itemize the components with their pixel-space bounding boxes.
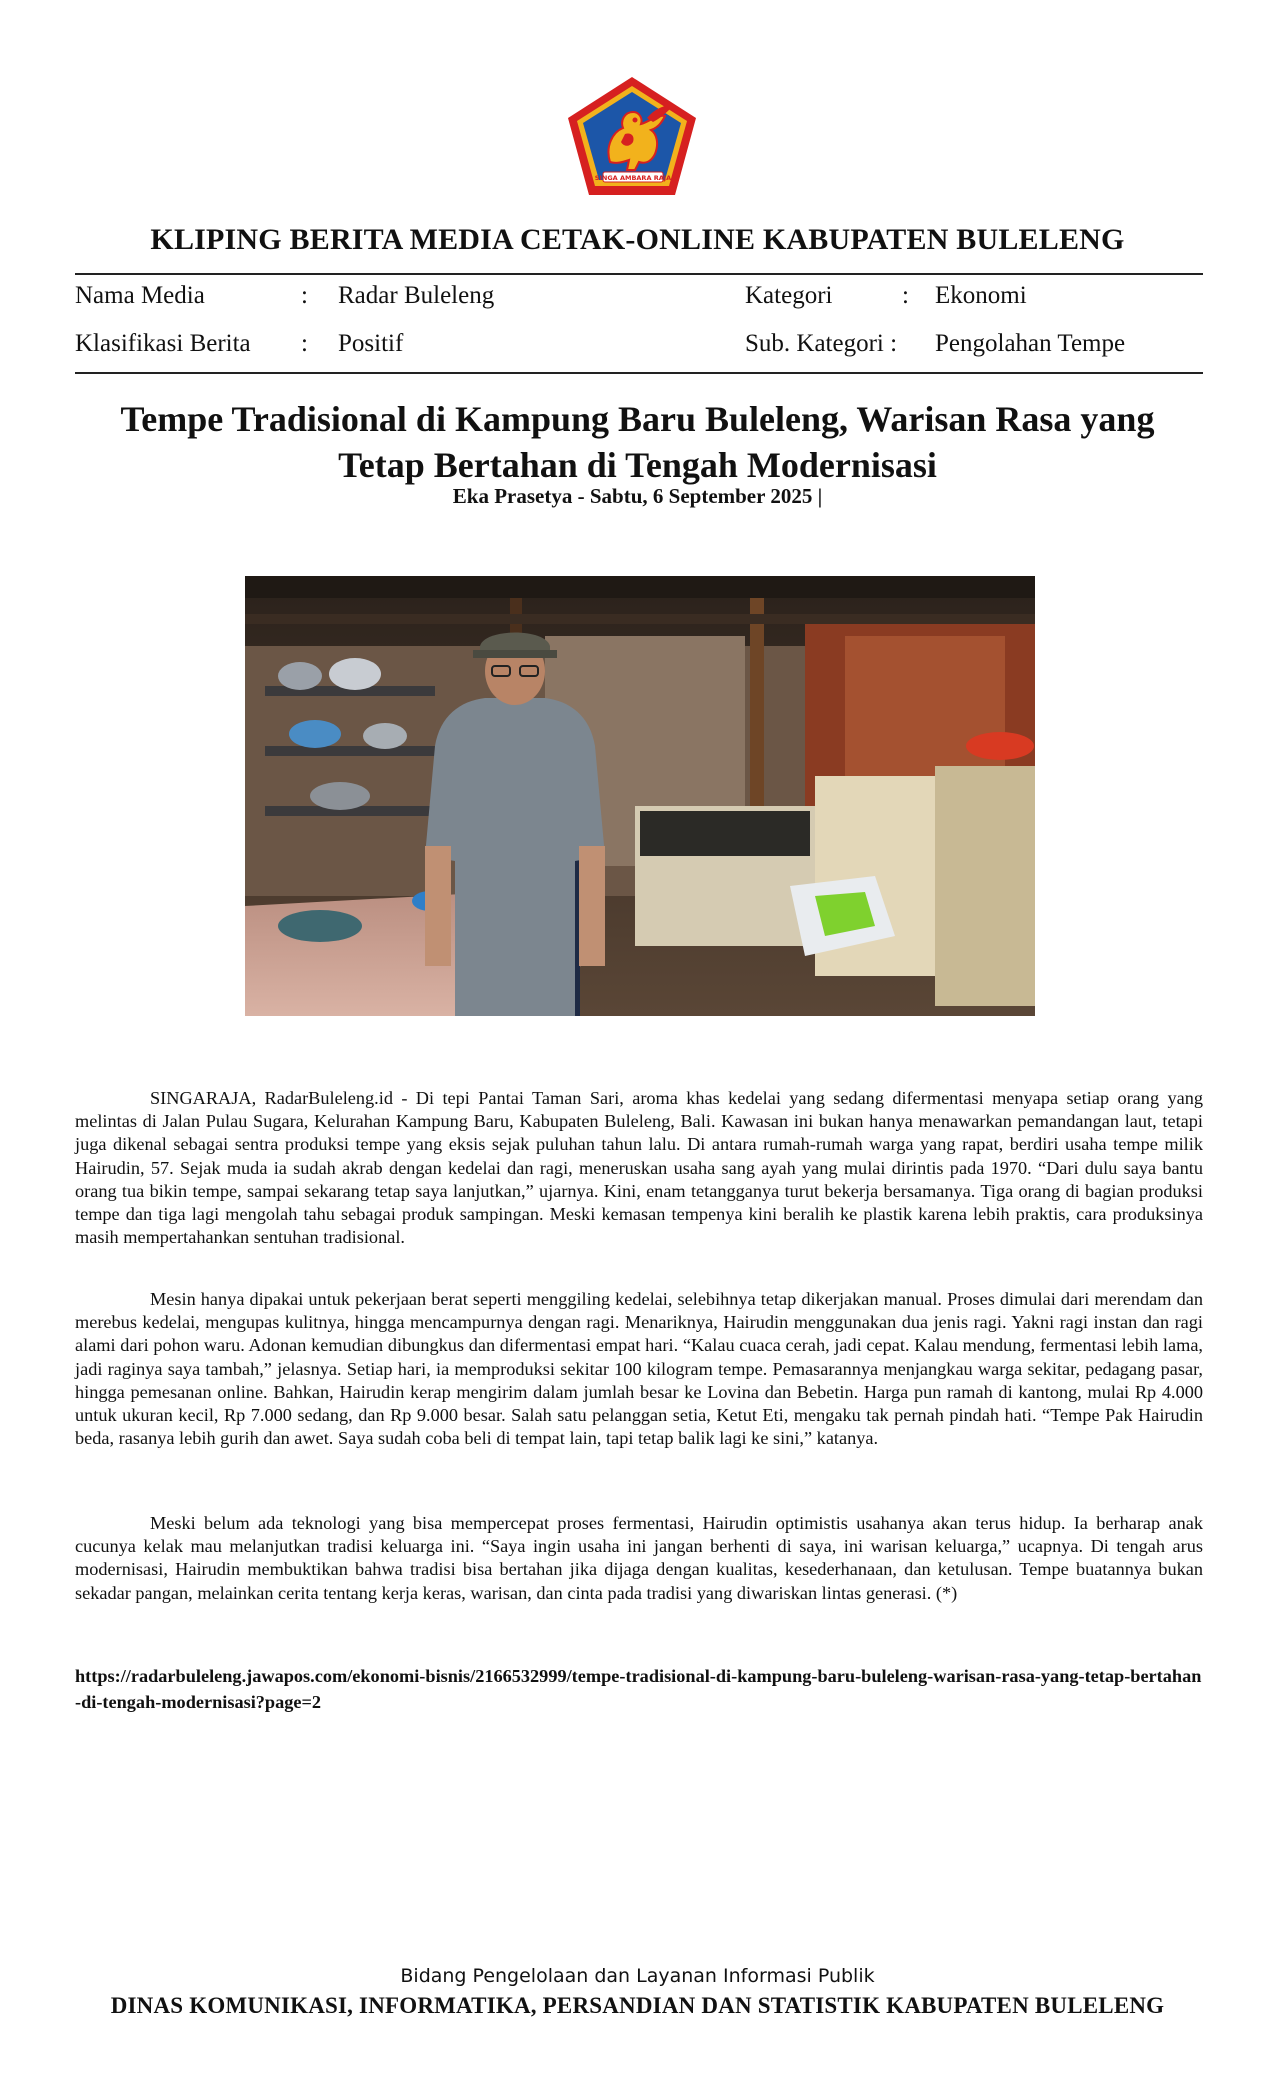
subkategori-value: Pengolahan Tempe xyxy=(935,330,1126,357)
klasifikasi-separator: : xyxy=(301,330,308,357)
kategori-separator: : xyxy=(902,282,909,309)
footer-division: Bidang Pengelolaan dan Layanan Informasi Publik xyxy=(400,1965,875,1987)
klasifikasi-label: Klasifikasi Berita xyxy=(75,330,251,357)
bottom-divider xyxy=(75,372,1203,374)
clipping-header-title: KLIPING BERITA MEDIA CETAK-ONLINE KABUPATEN BULELENG xyxy=(150,223,1125,256)
article-paragraph-1 xyxy=(75,1087,1203,1249)
media-value: Radar Buleleng xyxy=(338,282,495,309)
article-byline: Eka Prasetya - Sabtu, 6 September 2025 | xyxy=(452,484,823,508)
kategori-label: Kategori xyxy=(745,282,833,309)
article-paragraph-3 xyxy=(75,1512,1203,1605)
media-separator: : xyxy=(301,282,308,309)
paragraph-text: SINGARAJA, RadarBuleleng.id - Di tepi Pantai Taman Sari, aroma khas kedelai yang sedang difermentasi menyapa setiap orang yang melintas di Jalan Pulau Sugara, Kelurahan Kampung Baru, Kabupaten Buleleng, Bali. Kawasan ini bukan hanya menawarkan pemandangan laut, tetapi juga dikenal sebagai sentra produksi tempe yang eksis sejak puluhan tahun lalu. Di antara rumah-rumah warga yang rapat, berdiri usaha tempe milik Hairudin, 57. Sejak muda ia sudah akrab dengan kedelai dan ragi, meneruskan usaha sang ayah yang mulai dirintis pada 1970. “Dari dulu saya bantu orang tua bikin tempe, sampai sekarang tetap saya lanjutkan,” ujarnya. Kini, enam tetangganya turut bekerja bersamanya. Tiga orang di bagian produksi tempe dan tiga lagi mengolah tahu sebagai produk sampingan. Meski kemasan tempenya kini beralih ke plastik karena lebih praktis, cara produksinya masih mempertahankan sentuhan tradisional. xyxy=(75,1088,1203,1248)
logo-motto: SINGA AMBARA RAJA xyxy=(594,174,672,182)
source-url-link[interactable]: https://radarbuleleng.jawapos.com/ekonomi-bisnis/2166532999/tempe-tradisional-di-kampung-baru-buleleng-warisan-rasa-yang-tetap-bertahan-di-tengah-modernisasi?page=2 xyxy=(75,1666,1202,1712)
paragraph-text: Meski belum ada teknologi yang bisa mempercepat proses fermentasi, Hairudin optimistis usahanya akan terus hidup. Ia berharap anak cucunya kelak mau melanjutkan tradisi keluarga ini. “Saya ingin usaha ini jangan berhenti di saya, ini warisan keluarga,” ucapnya. Di tengah arus modernisasi, Hairudin membuktikan bahwa tradisi bisa bertahan jika dijaga dengan kualitas, kesederhanaan, dan ketulusan. Tempe buatannya bukan sekadar pangan, melainkan cerita tentang kerja keras, warisan, dan cinta pada tradisi yang diwariskan lintas generasi. (*) xyxy=(75,1513,1203,1603)
media-label: Nama Media xyxy=(75,282,205,309)
article-title: Tempe Tradisional di Kampung Baru Buleleng, Warisan Rasa yang Tetap Bertahan di Tengah Modernisasi xyxy=(120,399,1155,485)
article-paragraph-2 xyxy=(75,1288,1203,1450)
article-photo xyxy=(245,576,1035,1016)
paragraph-text: Mesin hanya dipakai untuk pekerjaan berat seperti menggiling kedelai, selebihnya tetap dikerjakan manual. Proses dimulai dari merendam dan merebus kedelai, mengupas kulitnya, hingga mencampurnya dengan ragi. Menariknya, Hairudin menggunakan dua jenis ragi. Yakni ragi instan dan ragi alami dari pohon waru. Adonan kemudian dibungkus dan difermentasi empat hari. “Kalau cuaca cerah, jadi cepat. Kalau mendung, fermentasi lebih lama, jadi raginya saya tambah,” jelasnya. Setiap hari, ia memproduksi sekitar 100 kilogram tempe. Pemasarannya menjangkau warga sekitar, pedagang pasar, hingga pemesanan online. Bahkan, Hairudin kerap mengirim dalam jumlah besar ke Lovina dan Bebetin. Harga pun ramah di kantong, mulai Rp 4.000 untuk ukuran kecil, Rp 7.000 sedang, dan Rp 9.000 besar. Salah satu pelanggan setia, Ketut Eti, mengaku tak pernah pindah hati. “Tempe Pak Hairudin beda, rasanya lebih gurih dan awet. Saya sudah coba beli di tempat lain, tapi tetap balik lagi ke sini,” katanya. xyxy=(75,1289,1203,1449)
buleleng-emblem-logo xyxy=(565,74,700,200)
kategori-value: Ekonomi xyxy=(935,282,1027,309)
subkategori-label: Sub. Kategori : xyxy=(745,330,898,357)
top-divider xyxy=(75,273,1203,275)
klasifikasi-value: Positif xyxy=(338,330,404,357)
footer-agency: DINAS KOMUNIKASI, INFORMATIKA, PERSANDIAN DAN STATISTIK KABUPATEN BULELENG xyxy=(110,1993,1165,2018)
